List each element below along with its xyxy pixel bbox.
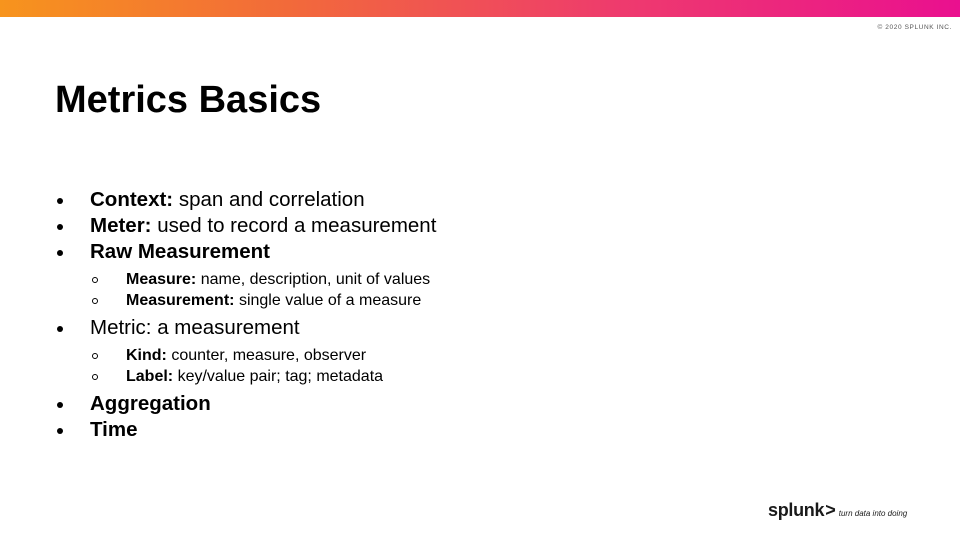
bullet-list <box>55 187 655 443</box>
bullet-ring-icon <box>92 298 98 304</box>
bullet-label: Meter: <box>90 214 152 237</box>
bullet-text: single value of a measure <box>238 292 422 309</box>
bullet-aggregation <box>55 391 655 417</box>
bullet-text: counter, measure, observer <box>171 347 367 364</box>
bullet-dot-icon <box>57 250 63 256</box>
sub-bullet-measurement <box>55 290 655 311</box>
bullet-label: Measure: <box>126 271 197 288</box>
bullet-meter <box>55 213 655 239</box>
bullet-dot-icon <box>57 428 63 434</box>
logo-tagline: turn data into doing <box>838 509 908 518</box>
bullet-time <box>55 417 655 443</box>
bullet-text: used to record a measurement <box>157 214 437 237</box>
bullet-label: Context: <box>90 188 174 211</box>
bullet-text: span and correlation <box>178 188 365 211</box>
copyright-notice: © 2020 SPLUNK INC. <box>877 24 952 31</box>
bullet-context <box>55 187 655 213</box>
bullet-dot-icon <box>57 224 63 230</box>
bullet-text: Time <box>90 418 138 441</box>
bullet-text: Aggregation <box>90 392 211 415</box>
bullet-ring-icon <box>92 374 98 380</box>
bullet-text: key/value pair; tag; metadata <box>177 368 384 385</box>
bullet-text: Metric: a measurement <box>90 316 300 339</box>
sub-bullet-label <box>55 366 655 387</box>
bullet-text: name, description, unit of values <box>200 271 431 288</box>
bullet-ring-icon <box>92 277 98 283</box>
chevron-right-icon: > <box>825 500 836 520</box>
slide-title: Metrics Basics <box>55 79 322 121</box>
bullet-label: Measurement: <box>126 292 235 309</box>
bullet-dot-icon <box>57 402 63 408</box>
bullet-dot-icon <box>57 326 63 332</box>
splunk-logo <box>768 500 907 524</box>
bullet-text: Raw Measurement <box>90 240 271 263</box>
brand-gradient-bar <box>0 0 960 17</box>
bullet-label: Label: <box>126 368 174 385</box>
bullet-dot-icon <box>57 198 63 204</box>
logo-wordmark: splunk <box>768 500 825 520</box>
bullet-metric <box>55 315 655 341</box>
bullet-raw-measurement <box>55 239 655 265</box>
sub-bullet-measure <box>55 269 655 290</box>
bullet-label: Kind: <box>126 347 167 364</box>
sub-bullet-kind <box>55 345 655 366</box>
bullet-ring-icon <box>92 353 98 359</box>
